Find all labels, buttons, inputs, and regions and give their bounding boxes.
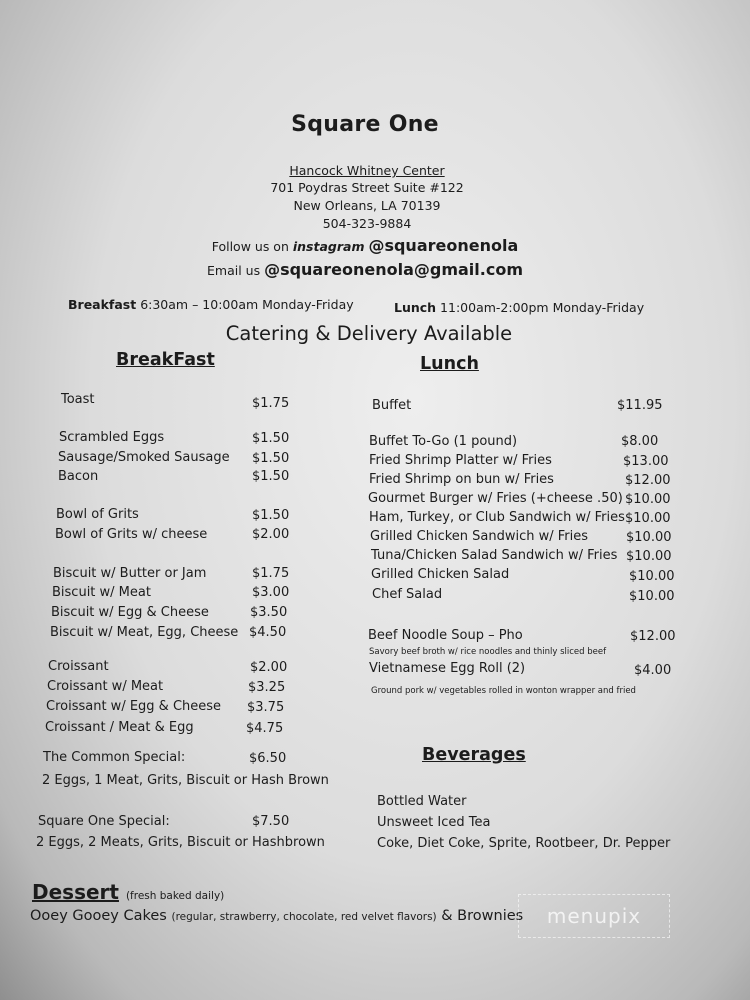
menu-item-price: $3.50 bbox=[250, 605, 288, 620]
menu-item-name: Croissant w/ Egg & Cheese bbox=[46, 699, 222, 714]
breakfast-hours-label: Breakfast bbox=[68, 297, 137, 312]
menu-item-price: $1.50 bbox=[252, 508, 290, 523]
menu-item-price: $3.00 bbox=[252, 585, 290, 600]
email-prefix: Email us bbox=[207, 263, 265, 278]
menu-item-price: $3.25 bbox=[248, 680, 286, 695]
phone-number: 504-323-9884 bbox=[322, 216, 412, 231]
lunch-heading: Lunch bbox=[420, 354, 479, 374]
email-line bbox=[0, 260, 740, 279]
lunch-hours bbox=[394, 300, 644, 315]
menu-item-price: $12.00 bbox=[625, 473, 671, 488]
pho-description: Savory beef broth w/ rice noodles and thinly sliced beef bbox=[369, 647, 607, 657]
menu-item-name: Croissant w/ Meat bbox=[47, 679, 164, 694]
menu-item-price: $4.00 bbox=[634, 663, 672, 678]
menu-item-price: $8.00 bbox=[621, 434, 659, 449]
menu-item-name: Fried Shrimp on bun w/ Fries bbox=[369, 472, 554, 487]
menu-item-price: $10.00 bbox=[626, 530, 672, 545]
menu-item-name: Sausage/Smoked Sausage bbox=[58, 450, 230, 465]
menu-item-name: Croissant / Meat & Egg bbox=[45, 720, 194, 735]
square-special-price: $7.50 bbox=[252, 814, 290, 829]
menu-item-name: Fried Shrimp Platter w/ Fries bbox=[369, 453, 552, 468]
eggroll-description: Ground pork w/ vegetables rolled in wonton wrapper and fried bbox=[371, 686, 636, 696]
menu-item-price: $3.75 bbox=[247, 700, 285, 715]
menu-item-name: Bowl of Grits bbox=[56, 507, 139, 522]
menu-item-price: $4.75 bbox=[246, 721, 284, 736]
menu-item-price: $1.50 bbox=[252, 431, 290, 446]
menu-item-name: Vietnamese Egg Roll (2) bbox=[369, 661, 526, 676]
dessert-item bbox=[30, 908, 523, 924]
city-address: New Orleans, LA 70139 bbox=[293, 198, 441, 213]
menu-item-price: $11.95 bbox=[617, 398, 663, 413]
lunch-hours-label: Lunch bbox=[394, 300, 437, 315]
menu-item-name: Gourmet Burger w/ Fries (+cheese .50) bbox=[368, 491, 623, 506]
menu-item-price: $12.00 bbox=[630, 629, 676, 644]
menu-item-price: $1.50 bbox=[252, 469, 290, 484]
dessert-heading-line bbox=[32, 880, 224, 904]
beverages-heading: Beverages bbox=[422, 745, 526, 765]
menu-item-name: Beef Noodle Soup – Pho bbox=[368, 628, 523, 643]
beverage-item: Coke, Diet Coke, Sprite, Rootbeer, Dr. Pepper bbox=[377, 836, 671, 851]
lunch-hours-time: 11:00am-2:00pm Monday-Friday bbox=[436, 300, 645, 315]
catering-banner: Catering & Delivery Available bbox=[225, 322, 513, 345]
menu-item-name: Scrambled Eggs bbox=[59, 430, 165, 445]
menu-item-name: Biscuit w/ Meat bbox=[52, 585, 151, 600]
menu-item-name: Grilled Chicken Sandwich w/ Fries bbox=[370, 529, 589, 544]
menu-item-name: Buffet To-Go (1 pound) bbox=[369, 434, 518, 449]
menu-item-name: Biscuit w/ Butter or Jam bbox=[53, 566, 207, 581]
menupix-watermark: menupix bbox=[518, 894, 670, 938]
menu-item-name: Grilled Chicken Salad bbox=[371, 567, 510, 582]
menu-item-name: Bacon bbox=[58, 469, 99, 484]
breakfast-hours-time: 6:30am – 10:00am Monday-Friday bbox=[136, 297, 354, 312]
menu-item-name: Toast bbox=[61, 392, 95, 407]
dessert-heading: Dessert bbox=[32, 880, 119, 904]
menu-item-price: $1.50 bbox=[252, 451, 290, 466]
street-address: 701 Poydras Street Suite #122 bbox=[270, 180, 464, 195]
email-address: @squareonenola@gmail.com bbox=[264, 260, 523, 279]
common-special-name: The Common Special: bbox=[43, 750, 186, 765]
dessert-item-tail: & Brownies bbox=[436, 908, 524, 924]
menu-item-price: $10.00 bbox=[625, 492, 671, 507]
menu-item-price: $10.00 bbox=[629, 569, 675, 584]
beverage-item: Unsweet Iced Tea bbox=[377, 815, 491, 830]
dessert-item-name: Ooey Gooey Cakes bbox=[30, 908, 167, 924]
menu-item-price: $10.00 bbox=[626, 549, 672, 564]
square-special-name: Square One Special: bbox=[38, 814, 170, 829]
square-special-desc: 2 Eggs, 2 Meats, Grits, Biscuit or Hashbrown bbox=[36, 835, 325, 850]
beverage-item: Bottled Water bbox=[377, 794, 467, 809]
dessert-note: (fresh baked daily) bbox=[125, 890, 225, 902]
common-special-desc: 2 Eggs, 1 Meat, Grits, Biscuit or Hash Brown bbox=[42, 773, 329, 788]
menu-item-price: $2.00 bbox=[252, 527, 290, 542]
menu-item-name: Croissant bbox=[48, 659, 109, 674]
instagram-label: instagram bbox=[292, 239, 365, 254]
menu-item-name: Ham, Turkey, or Club Sandwich w/ Fries bbox=[369, 510, 625, 525]
instagram-handle: @squareonenola bbox=[368, 236, 519, 255]
menu-item-price: $13.00 bbox=[623, 454, 669, 469]
restaurant-title: Square One bbox=[291, 112, 439, 137]
menu-item-price: $1.75 bbox=[252, 566, 290, 581]
breakfast-heading: BreakFast bbox=[116, 350, 215, 370]
building-name: Hancock Whitney Center bbox=[289, 163, 445, 178]
dessert-flavors: (regular, strawberry, chocolate, red velvet flavors) bbox=[171, 911, 437, 923]
menu-item-price: $2.00 bbox=[250, 660, 288, 675]
common-special-price: $6.50 bbox=[249, 751, 287, 766]
menu-item-price: $4.50 bbox=[249, 625, 287, 640]
menu-item-price: $1.75 bbox=[252, 396, 290, 411]
instagram-line bbox=[0, 236, 740, 255]
menu-item-price: $10.00 bbox=[625, 511, 671, 526]
follow-prefix: Follow us on bbox=[211, 239, 293, 254]
menu-item-price: $10.00 bbox=[629, 589, 675, 604]
menu-item-name: Biscuit w/ Egg & Cheese bbox=[51, 605, 209, 620]
menu-item-name: Chef Salad bbox=[372, 587, 443, 602]
menu-item-name: Bowl of Grits w/ cheese bbox=[55, 527, 208, 542]
menu-item-name: Buffet bbox=[372, 398, 412, 413]
menu-item-name: Tuna/Chicken Salad Sandwich w/ Fries bbox=[371, 548, 618, 563]
breakfast-hours bbox=[68, 297, 354, 312]
menu-item-name: Biscuit w/ Meat, Egg, Cheese bbox=[50, 625, 239, 640]
